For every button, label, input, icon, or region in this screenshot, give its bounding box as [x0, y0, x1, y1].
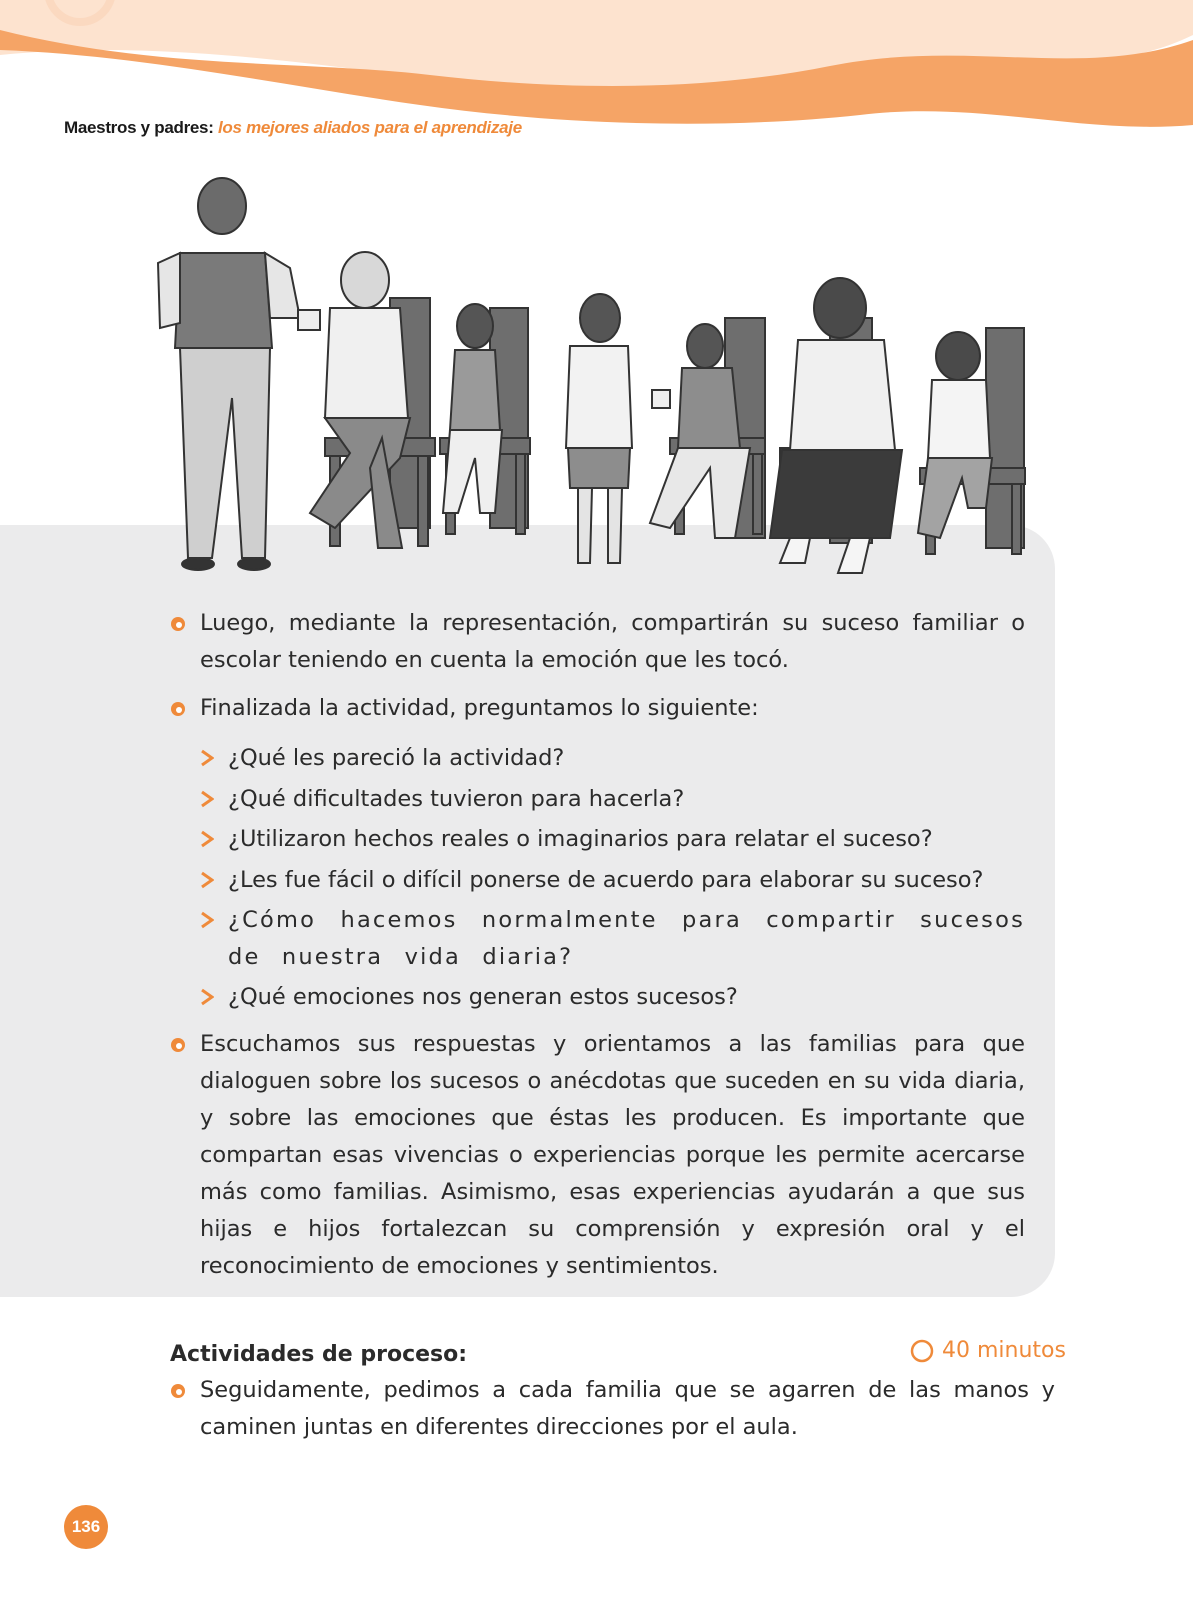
running-head — [64, 118, 522, 138]
chevron-right-icon — [200, 911, 214, 929]
question-text: ¿Les fue fácil o difícil ponerse de acuerdo para elaborar su suceso? — [228, 867, 984, 893]
bullet-process — [170, 1372, 1055, 1446]
families-illustration — [150, 168, 1040, 598]
question-item — [198, 862, 1025, 899]
running-head-bold: Maestros y padres: — [64, 118, 214, 137]
chevron-right-icon — [200, 790, 214, 808]
chevron-right-icon — [200, 830, 214, 848]
chevron-right-icon — [200, 988, 214, 1006]
orange-bullet-icon — [170, 1383, 186, 1399]
bullet-text: Finalizada la actividad, preguntamos lo siguiente: — [200, 695, 759, 721]
section-title: Actividades de proceso: — [170, 1342, 468, 1367]
question-text: ¿Qué les pareció la actividad? — [228, 745, 565, 771]
chevron-right-icon — [200, 871, 214, 889]
question-text: ¿Utilizaron hechos reales o imaginarios para relatar el suceso? — [228, 826, 933, 852]
chevron-right-icon — [200, 749, 214, 767]
seated-boy-figure — [918, 332, 992, 538]
bullet-finalizada — [170, 690, 1025, 727]
clock-icon — [910, 1339, 934, 1363]
page-number-badge: 136 — [64, 1505, 108, 1549]
seated-woman-2-figure — [770, 278, 902, 573]
question-text: ¿Qué dificultades tuvieron para hacerla? — [228, 786, 685, 812]
question-text: ¿Qué emociones nos generan estos sucesos? — [228, 984, 738, 1010]
teacher-figure — [158, 178, 320, 570]
question-item — [198, 781, 1025, 818]
bullet-representation — [170, 605, 1025, 679]
question-item — [198, 740, 1025, 777]
orange-bullet-icon — [170, 1037, 186, 1053]
orange-bullet-icon — [170, 616, 186, 632]
running-head-accent: los mejores aliados para el aprendizaje — [218, 118, 522, 137]
orange-bullet-icon — [170, 701, 186, 717]
question-item — [198, 902, 1025, 976]
question-item — [198, 979, 1025, 1016]
question-text: ¿Cómo hacemos normalmente para compartir sucesos de nuestra vida diaria? — [228, 907, 1025, 970]
bullet-closing — [170, 1026, 1025, 1285]
bullet-text: Seguidamente, pedimos a cada familia que se agarren de las manos y caminen juntas en diferentes direcciones por el aula. — [200, 1377, 1055, 1440]
bullet-text: Luego, mediante la representación, compartirán su suceso familiar o escolar teniendo en cuenta la emoción que les tocó. — [200, 610, 1025, 673]
duration-text: 40 minutos — [942, 1338, 1066, 1363]
duration-label — [910, 1338, 1066, 1363]
question-item — [198, 821, 1025, 858]
bullet-text: Escuchamos sus respuestas y orientamos a las familias para que dialoguen sobre los sucesos o anécdotas que suceden en su vida diaria, y sobre las emociones que éstas les producen. Es importante que compartan esas vivencias o experiencias porque les permite acercarse más como familias. Asimismo, esas experiencias ayudarán a que sus hijas e hijos fortalezcan su comprensión y expresión oral y el reconocimiento de emociones y sentimientos. — [200, 1031, 1025, 1279]
